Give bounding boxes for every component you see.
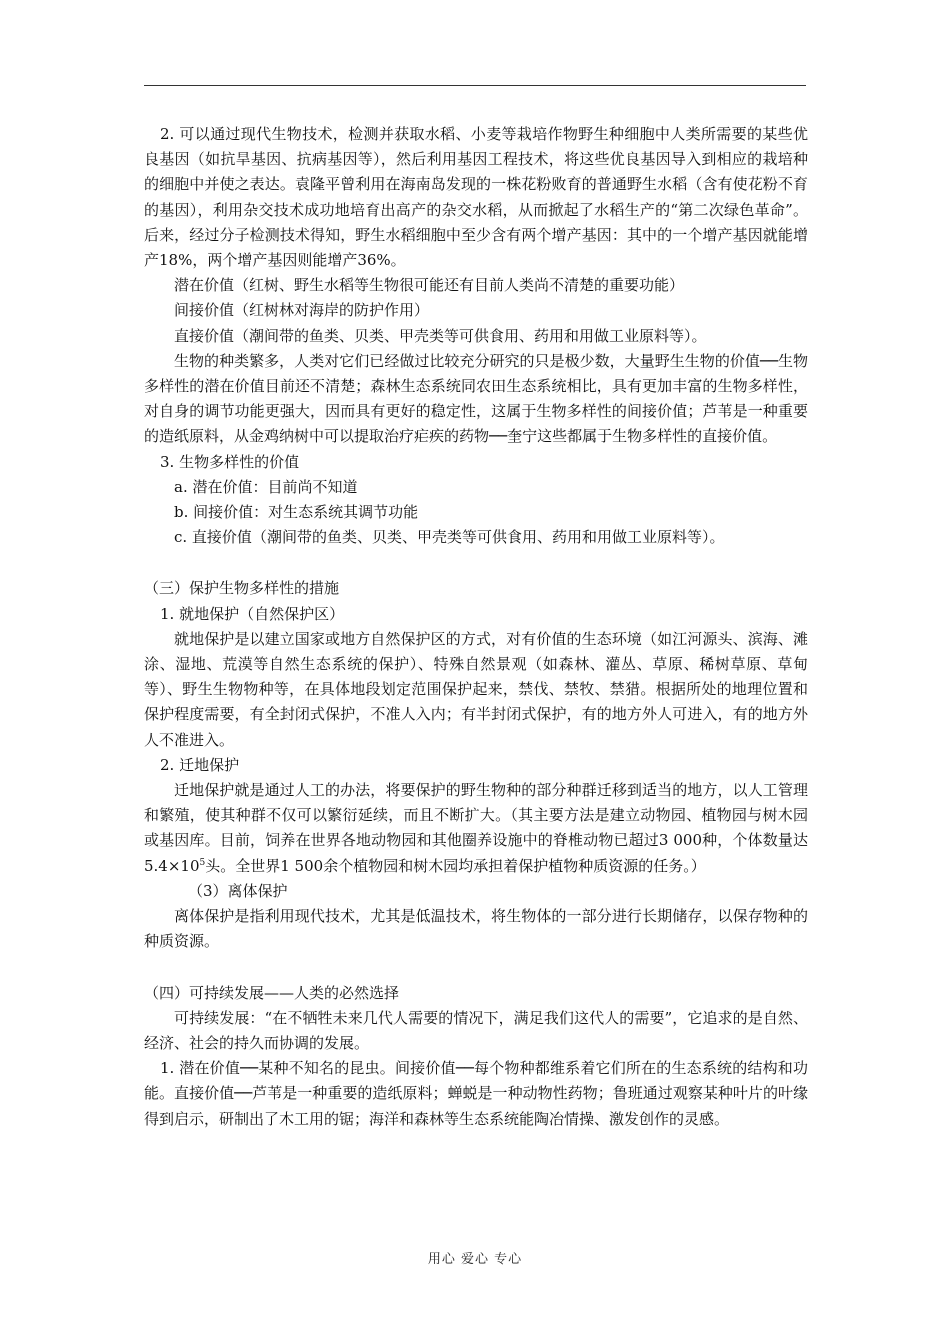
subheading-in-vitro: （3）离体保护 xyxy=(188,881,288,900)
paragraph-potential-value: 潜在价值（红树、野生水稻等生物很可能还有目前人类尚不清楚的重要功能） xyxy=(174,276,685,295)
ex-situ-text-b: 头。全世界1 500余个植物园和树木园均承担着保护植物种质资源的任务。） xyxy=(205,856,706,875)
subheading-in-situ: 1. 就地保护（自然保护区） xyxy=(160,604,345,623)
paragraph-in-situ: 就地保护是以建立国家或地方自然保护区的方式，对有价值的生态环境（如江河源头、滨海、滩涂、湿地、荒漠等自然生态系统的保护）、特殊自然景观（如森林、灌丛、草原、稀树草原、草甸等）、野生生物物种等，在具体地段划定范围保护起来，禁伐、禁牧、禁猎。根据所处的地理位置和保护程度需要，有全封闭式保护，不准人入内；有半封闭式保护，有的地方外人可进入，有的地方外人不准进入。 xyxy=(144,629,808,749)
paragraph-biodiversity-values-explained: 生物的种类繁多，人类对它们已经做过比较充分研究的只是极少数，大量野生生物的价值──生物多样性的潜在价值目前还不清楚；森林生态系统同农田生态系统相比，具有更加丰富的生物多样性，对自身的调节功能更强大，因而具有更好的稳定性，这属于生物多样性的间接价值；芦苇是一种重要的造纸原料，从金鸡纳树中可以提取治疗疟疾的药物──奎宁这些都属于生物多样性的直接价值。 xyxy=(144,351,808,446)
paragraph-indirect-value: 间接价值（红树林对海岸的防护作用） xyxy=(174,301,430,320)
paragraph-gene-resources: 2. 可以通过现代生物技术，检测并获取水稻、小麦等栽培作物野生种细胞中人类所需要的某些优良基因（如抗旱基因、抗病基因等），然后利用基因工程技术，将这些优良基因导入到相应的栽培种的细胞中并使之表达。袁隆平曾利用在海南岛发现的一株花粉败育的普通野生水稻（含有使花粉不育的基因），利用杂交技术成功地培育出高产的杂交水稻，从而掀起了水稻生产的“第二次绿色革命”。后来，经过分子检测技术得知，野生水稻细胞中至少含有两个增产基因：其中的一个增产基因就能增产18%，两个增产基因则能增产36%。 xyxy=(144,125,808,270)
subheading-ex-situ: 2. 迁地保护 xyxy=(160,755,240,774)
section-heading-protection: （三）保护生物多样性的措施 xyxy=(144,579,340,598)
list-item-potential: a. 潜在价值：目前尚不知道 xyxy=(174,477,358,496)
paragraph-in-vitro: 离体保护是指利用现代技术，尤其是低温技术，将生物体的一部分进行长期储存，以保存物种的种质资源。 xyxy=(144,907,808,951)
page-footer: 用心 爱心 专心 xyxy=(427,1252,523,1267)
ex-situ-text-a: 迁地保护就是通过人工的办法，将要保护的野生物种的部分种群迁移到适当的地方，以人工管理和繁殖，使其种群不仅可以繁衍延续，而且不断扩大。（其主要方法是建立动物园、植物园与树木园或基因库。目前，饲养在世界各地动物园和其他圈养设施中的脊椎动物已超过3 000种，个体数量达5.4×10 xyxy=(144,781,808,875)
paragraph-values-examples: 1. 潜在价值──某种不知名的昆虫。间接价值──每个物种都维系着它们所在的生态系统的结构和功能。直接价值──芦苇是一种重要的造纸原料；蝉蜕是一种动物性药物；鲁班通过观察某种叶片的叶缘得到启示，研制出了木工用的锯；海洋和森林等生态系统能陶冶情操、激发创作的灵感。 xyxy=(144,1059,808,1128)
header-rule xyxy=(144,85,806,86)
list-item-direct: c. 直接价值（潮间带的鱼类、贝类、甲壳类等可供食用、药用和用做工业原料等）。 xyxy=(174,528,725,547)
paragraph-direct-value: 直接价值（潮间带的鱼类、贝类、甲壳类等可供食用、药用和用做工业原料等）。 xyxy=(174,326,707,345)
section-heading-sustainable: （四）可持续发展——人类的必然选择 xyxy=(144,983,400,1002)
paragraph-ex-situ xyxy=(144,778,808,879)
paragraph-sustainable-definition: 可持续发展：“在不牺牲未来几代人需要的情况下，满足我们这代人的需要”，它追求的是自然、经济、社会的持久而协调的发展。 xyxy=(144,1008,808,1052)
paragraph-values-heading: 3. 生物多样性的价值 xyxy=(160,452,300,471)
list-item-indirect: b. 间接价值：对生态系统其调节功能 xyxy=(174,503,419,522)
exponent: 5 xyxy=(199,857,206,868)
document-body xyxy=(144,122,808,1132)
